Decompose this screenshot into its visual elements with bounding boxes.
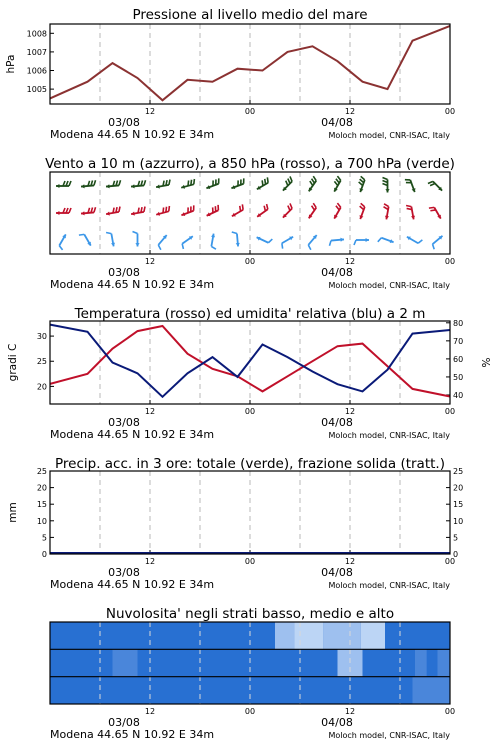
wind-barb-flag	[69, 181, 71, 186]
wind-barb-flag	[69, 208, 71, 213]
x-tick-label: 12	[344, 257, 356, 266]
location-label: Modena 44.65 N 10.92 E 34m	[50, 728, 215, 741]
chart-title: Nuvolosita' negli strati basso, medio e alto	[105, 606, 395, 622]
x-tick-label: 00	[444, 407, 456, 416]
y-axis-label: mm	[7, 502, 19, 523]
wind-barb-flag	[313, 176, 316, 181]
date-label: 03/08	[108, 566, 140, 579]
wind-barb-flag	[313, 203, 316, 208]
wind-barb-flag	[166, 180, 167, 185]
x-tick-label: 00	[244, 257, 256, 266]
wind-barb-flag	[337, 203, 340, 207]
wind-barb-flag	[433, 244, 435, 249]
x-tick-label: 00	[244, 707, 256, 716]
y-tick-label: 1008	[26, 29, 47, 39]
y-tick-label: 5	[41, 533, 47, 543]
y-tick-label: 1007	[26, 47, 47, 57]
y-tick-label: 15	[36, 500, 47, 510]
wind-barb-flag	[242, 204, 243, 209]
wind-arrow-head	[135, 243, 139, 246]
y-tick-label: 20	[36, 483, 47, 493]
model-credit: Moloch model, CNR-ISAC, Italy	[328, 731, 450, 740]
wind-barb-flag	[94, 207, 96, 212]
y-tick-label-right: 60	[453, 354, 464, 364]
wind-barb-flag	[264, 206, 265, 211]
wind-barb-flag	[240, 206, 241, 211]
wind-arrow-head	[56, 211, 59, 215]
wind-barb-flag	[144, 207, 145, 212]
y-tick-label-right: 15	[453, 500, 464, 510]
wind-barb-flag	[113, 208, 114, 213]
wind-barb-flag	[336, 206, 339, 210]
cloud-patch	[413, 677, 451, 704]
wind-barb-flag	[429, 207, 434, 208]
y-tick-label-right: 10	[453, 516, 464, 526]
x-tick-label: 12	[144, 557, 156, 566]
wind-barb-flag	[312, 179, 315, 184]
wind-barb-flag	[141, 207, 142, 212]
date-label: 03/08	[108, 266, 140, 279]
wind-barb-flag	[337, 176, 340, 180]
location-label: Modena 44.65 N 10.92 E 34m	[50, 428, 215, 441]
wind-barb-flag	[211, 246, 216, 249]
y-tick-label: 1005	[26, 85, 47, 95]
wind-barb-flag	[119, 180, 121, 185]
x-tick-label: 00	[244, 407, 256, 416]
y-tick-label-right: 0	[453, 550, 459, 559]
location-label: Modena 44.65 N 10.92 E 34m	[50, 278, 215, 291]
wind-series-850-hPa	[56, 203, 441, 219]
x-tick-label: 00	[444, 257, 456, 266]
date-label: 04/08	[321, 566, 353, 579]
wind-barb-flag	[79, 234, 84, 235]
wind-barb-flag	[267, 204, 268, 209]
date-label: 04/08	[321, 266, 353, 279]
x-tick-label: 12	[144, 107, 156, 116]
wind-barb-flag	[94, 180, 96, 185]
cloud-patch	[415, 649, 427, 676]
chart-title: Pressione al livello medio del mare	[132, 7, 368, 23]
wind-barb-flag	[361, 176, 365, 180]
x-tick-label: 00	[444, 107, 456, 116]
wind-barb-flag	[430, 210, 435, 211]
y-tick-label: 30	[36, 332, 47, 342]
x-tick-label: 12	[344, 107, 356, 116]
wind-barb-flag	[169, 180, 170, 185]
wind-barb-flag	[288, 179, 290, 184]
y-axis-label-right: %	[481, 357, 493, 368]
model-credit: Moloch model, CNR-ISAC, Italy	[328, 431, 450, 440]
x-tick-label: 00	[244, 107, 256, 116]
wind-barb-flag	[290, 203, 292, 208]
y-tick-label: 20	[36, 382, 47, 392]
wind-arrow-head	[106, 184, 110, 188]
x-tick-label: 00	[444, 707, 456, 716]
wind-barb-flag	[354, 240, 356, 245]
wind-barb-flag	[265, 179, 266, 184]
date-label: 04/08	[321, 116, 353, 129]
wind-barb-flag	[336, 179, 339, 183]
wind-barb-flag	[116, 207, 117, 212]
wind-barb-flag	[406, 205, 411, 206]
model-credit: Moloch model, CNR-ISAC, Italy	[328, 581, 450, 590]
wind-barb-flag	[384, 204, 389, 207]
wind-barb-flag	[384, 207, 389, 210]
cloud-patch	[438, 649, 451, 676]
wind-barb-flag	[163, 208, 164, 213]
y-tick-label-right: 80	[453, 318, 464, 328]
y-tick-label: 0	[41, 550, 47, 559]
location-label: Modena 44.65 N 10.92 E 34m	[50, 578, 215, 591]
wind-barb-flag	[169, 206, 170, 211]
cloud-patch	[113, 649, 138, 676]
wind-barb-flag	[188, 181, 189, 186]
wind-barb-flag	[360, 206, 364, 210]
wind-barb-flag	[428, 181, 433, 183]
cloud-patch	[323, 622, 361, 649]
y-tick-label-right: 40	[453, 390, 464, 400]
model-credit: Moloch model, CNR-ISAC, Italy	[328, 131, 450, 140]
wind-barb-flag	[232, 232, 237, 234]
wind-series-10-m	[59, 232, 442, 250]
x-tick-label: 12	[344, 557, 356, 566]
wind-barb-flag	[267, 177, 268, 182]
x-tick-label: 00	[244, 557, 256, 566]
wind-barb-flag	[430, 184, 435, 186]
wind-arrow-head	[236, 243, 240, 247]
location-label: Modena 44.65 N 10.92 E 34m	[50, 128, 215, 141]
wind-barb-flag	[407, 208, 412, 209]
wind-arrow-head	[131, 184, 135, 188]
y-tick-label: 25	[36, 357, 47, 367]
wind-arrow-head	[81, 211, 85, 215]
wind-barb-flag	[334, 181, 337, 185]
wind-barb-flag	[329, 241, 331, 246]
wind-barb-flag	[268, 239, 272, 243]
x-tick-label: 12	[144, 707, 156, 716]
wind-barb-flag	[144, 180, 146, 185]
wind-barb-flag	[133, 232, 138, 234]
date-label: 03/08	[108, 416, 140, 429]
date-label: 03/08	[108, 116, 140, 129]
chart-title: Precip. acc. in 3 ore: totale (verde), frazione solida (tratt.)	[55, 456, 445, 472]
wind-arrow-head	[340, 238, 344, 242]
y-tick-label: 1006	[26, 66, 47, 76]
wind-barb-flag	[312, 206, 315, 211]
wind-series-700-hPa	[56, 176, 442, 192]
cloud-patch	[294, 622, 323, 649]
wind-arrow-head	[56, 184, 59, 188]
wind-barb-flag	[59, 246, 62, 250]
y-tick-label-right: 5	[453, 533, 459, 543]
wind-barb-flag	[290, 176, 292, 181]
wind-barb-flag	[286, 181, 288, 186]
wind-barb-flag	[359, 182, 363, 186]
wind-barb-flag	[282, 243, 283, 248]
x-tick-label: 00	[444, 557, 456, 566]
x-tick-label: 12	[144, 407, 156, 416]
wind-barb-flag	[383, 178, 388, 180]
wind-barb-flag	[308, 245, 311, 250]
date-label: 03/08	[108, 716, 140, 729]
wind-barb-flag	[361, 203, 365, 207]
cloud-patch	[361, 622, 385, 649]
wind-barb-flag	[194, 179, 195, 184]
x-tick-label: 12	[144, 257, 156, 266]
wind-barb-flag	[106, 232, 111, 233]
wind-barb-flag	[418, 240, 422, 243]
date-label: 04/08	[321, 416, 353, 429]
y-tick-label-right: 25	[453, 467, 464, 476]
x-tick-label: 12	[344, 707, 356, 716]
wind-barb-flag	[182, 244, 183, 249]
wind-barb-flag	[138, 208, 139, 213]
cloud-patch	[275, 622, 294, 649]
chart-title: Vento a 10 m (azzurro), a 850 hPa (rosso), a 700 hPa (verde)	[45, 156, 455, 172]
y-axis-label: hPa	[5, 54, 17, 74]
wind-barb-flag	[119, 207, 120, 212]
y-tick-label-right: 20	[453, 483, 464, 493]
wind-barb-flag	[360, 179, 364, 183]
wind-barb-flag	[163, 181, 164, 186]
date-label: 04/08	[321, 716, 353, 729]
wind-barb-flag	[158, 245, 161, 250]
wind-barb-flag	[166, 207, 167, 212]
y-tick-label: 25	[36, 467, 47, 476]
chart-title: Temperatura (rosso) ed umidita' relativa (blu) a 2 m	[74, 306, 426, 322]
wind-arrow-head	[366, 238, 369, 242]
wind-barb-flag	[262, 180, 263, 185]
x-tick-label: 12	[344, 407, 356, 416]
wind-barb-flag	[191, 180, 192, 185]
wind-barb-flag	[288, 206, 290, 211]
y-tick-label: 10	[36, 516, 47, 526]
wind-arrow-head	[81, 184, 85, 188]
wind-arrow-head	[385, 189, 389, 192]
model-credit: Moloch model, CNR-ISAC, Italy	[328, 281, 450, 290]
wind-barb-flag	[310, 181, 313, 186]
y-tick-label-right: 50	[453, 372, 464, 382]
wind-barb-flag	[378, 238, 382, 242]
y-axis-label: gradi C	[7, 343, 19, 382]
y-tick-label-right: 70	[453, 336, 464, 346]
